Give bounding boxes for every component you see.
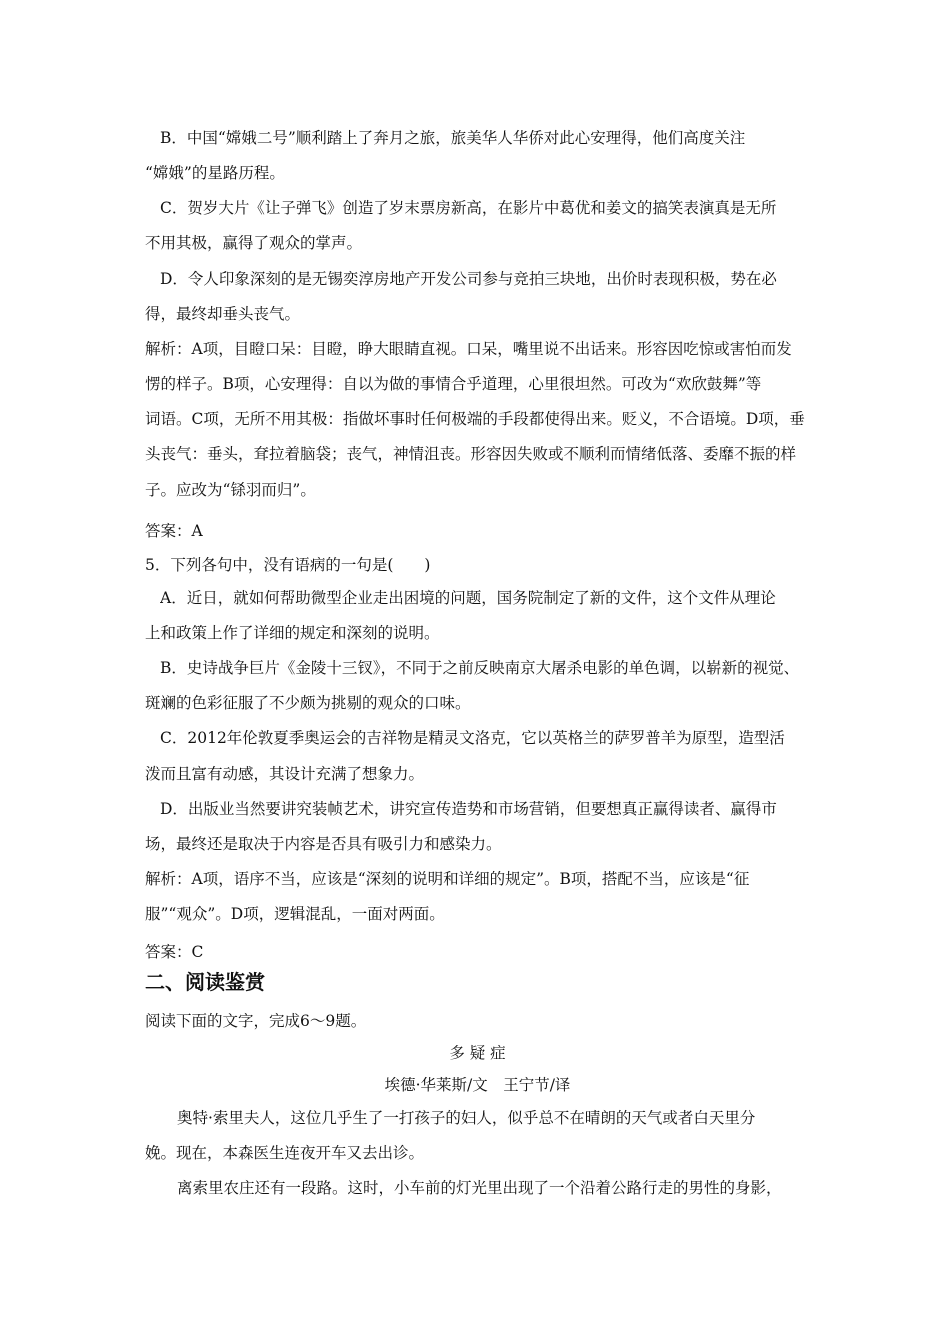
section-heading: 二、阅读鉴赏	[145, 970, 265, 994]
q5-analysis-line-1: 解析：A项，语序不当，应该是“深刻的说明和详细的规定”。B项，搭配不当，应该是“征	[145, 870, 750, 888]
story-byline: 埃德·华莱斯/文 王宁节/译	[384, 1076, 571, 1094]
story-para1-line-2: 娩。现在，本森医生连夜开车又去出诊。	[145, 1144, 425, 1162]
q5-option-c-line-1: C．2012年伦敦夏季奥运会的吉祥物是精灵文洛克，它以英格兰的萨罗普羊为原型，造型活	[160, 729, 785, 747]
q5-analysis-line-2: 服”“观众”。D项，逻辑混乱，一面对两面。	[145, 905, 445, 923]
option-d-line-1: D．令人印象深刻的是无锡奕淳房地产开发公司参与竞拍三块地，出价时表现积极，势在必	[160, 270, 777, 288]
option-d-line-2: 得，最终却垂头丧气。	[145, 305, 301, 323]
analysis4-line-1: 解析：A项，目瞪口呆：目瞪，睁大眼睛直视。口呆，嘴里说不出话来。形容因吃惊或害怕而发	[145, 340, 792, 358]
reading-instruction: 阅读下面的文字，完成6～9题。	[145, 1012, 367, 1030]
option-c-line-1: C．贺岁大片《让子弹飞》创造了岁末票房新高，在影片中葛优和姜文的搞笑表演真是无所	[160, 199, 777, 217]
q5-option-b-line-2: 斑斓的色彩征服了不少颇为挑剔的观众的口味。	[145, 694, 471, 712]
answer4: 答案：A	[145, 522, 203, 540]
option-c-line-2: 不用其极，赢得了观众的掌声。	[145, 234, 363, 252]
q5-option-a-line-1: A．近日，就如何帮助微型企业走出困境的问题，国务院制定了新的文件，这个文件从理论	[160, 589, 776, 607]
q5-option-b-line-1: B．史诗战争巨片《金陵十三钗》，不同于之前反映南京大屠杀电影的单色调，以崭新的视觉、	[160, 659, 800, 677]
q5-answer: 答案：C	[145, 943, 204, 961]
q5-option-c-line-2: 泼而且富有动感，其设计充满了想象力。	[145, 765, 425, 783]
q5-option-d-line-2: 场，最终还是取决于内容是否具有吸引力和感染力。	[145, 835, 502, 853]
option-b-line-2: “嫦娥”的星路历程。	[145, 164, 285, 182]
analysis4-line-2: 愣的样子。B项，心安理得：自以为做的事情合乎道理，心里很坦然。可改为“欢欣鼓舞”等	[145, 375, 762, 393]
analysis4-line-5: 子。应改为“铩羽而归”。	[145, 481, 316, 499]
option-b-line-1: B．中国“嫦娥二号”顺利踏上了奔月之旅，旅美华人华侨对此心安理得，他们高度关注	[160, 129, 746, 147]
q5-option-a-line-2: 上和政策上作了详细的规定和深刻的说明。	[145, 624, 440, 642]
story-para2-line-1: 离索里农庄还有一段路。这时，小车前的灯光里出现了一个沿着公路行走的男性的身影，	[177, 1179, 782, 1197]
analysis4-line-3: 词语。C项，无所不用其极：指做坏事时任何极端的手段都使得出来。贬义，不合语境。D项，垂	[145, 410, 805, 428]
q5-option-d-line-1: D．出版业当然要讲究装帧艺术，讲究宣传造势和市场营销，但要想真正赢得读者、赢得市	[160, 800, 777, 818]
story-title: 多 疑 症	[449, 1044, 506, 1062]
story-para1-line-1: 奥特·索里夫人，这位几乎生了一打孩子的妇人，似乎总不在晴朗的天气或者白天里分	[177, 1109, 756, 1127]
analysis4-line-4: 头丧气：垂头，耷拉着脑袋；丧气，神情沮丧。形容因失败或不顺利而情绪低落、委靡不振的样	[145, 445, 797, 463]
q5-stem: 5．下列各句中，没有语病的一句是( )	[145, 556, 431, 574]
